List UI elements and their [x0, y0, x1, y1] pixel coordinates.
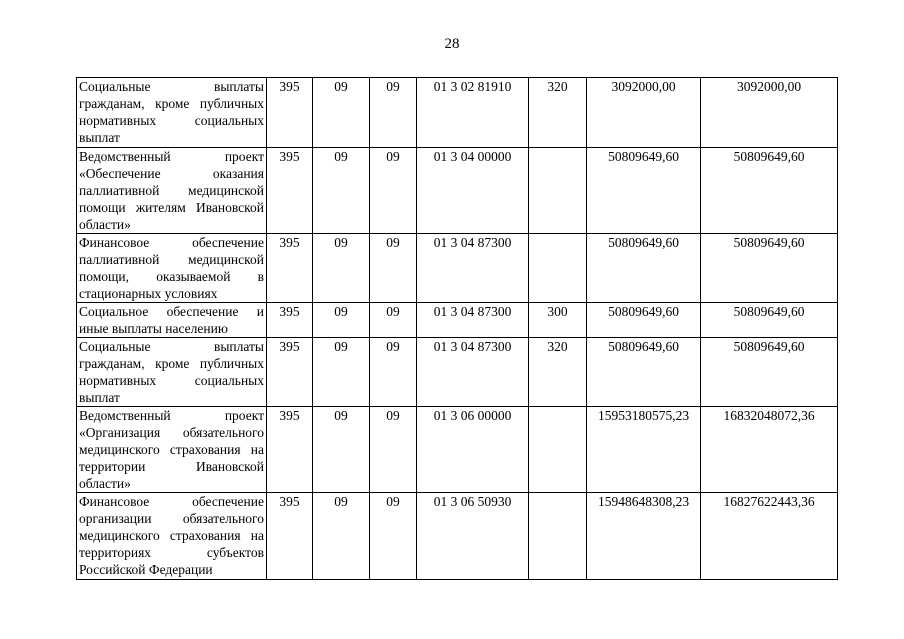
cell-expense-type	[529, 234, 587, 303]
cell-subsection: 09	[370, 78, 417, 148]
cell-amount-1: 3092000,00	[587, 78, 701, 148]
cell-section: 09	[313, 303, 370, 338]
cell-ministry: 395	[267, 493, 313, 580]
cell-amount-1: 50809649,60	[587, 338, 701, 407]
table-row	[77, 407, 838, 493]
table-row	[77, 338, 838, 407]
cell-section: 09	[313, 407, 370, 493]
page-number: 28	[444, 36, 460, 52]
cell-target-article: 01 3 06 00000	[417, 407, 529, 493]
cell-name: Ведомственный проект «Организация обязательного медицинского страхования на территории Ивановской области»	[77, 407, 267, 493]
cell-amount-1: 50809649,60	[587, 234, 701, 303]
cell-name: Финансовое обеспечение паллиативной медицинской помощи, оказываемой в стационарных условиях	[77, 234, 267, 303]
cell-target-article: 01 3 02 81910	[417, 78, 529, 148]
cell-amount-1: 50809649,60	[587, 148, 701, 234]
cell-expense-type	[529, 148, 587, 234]
cell-subsection: 09	[370, 493, 417, 580]
cell-target-article: 01 3 04 87300	[417, 303, 529, 338]
table-row	[77, 303, 838, 338]
budget-table	[76, 77, 838, 580]
cell-subsection: 09	[370, 303, 417, 338]
cell-ministry: 395	[267, 148, 313, 234]
cell-amount-2: 50809649,60	[701, 338, 838, 407]
cell-target-article: 01 3 04 00000	[417, 148, 529, 234]
cell-amount-2: 16827622443,36	[701, 493, 838, 580]
cell-name: Социальное обеспечение и иные выплаты населению	[77, 303, 267, 338]
table-row	[77, 493, 838, 580]
table-row	[77, 78, 838, 148]
cell-subsection: 09	[370, 407, 417, 493]
cell-expense-type	[529, 407, 587, 493]
table-row	[77, 234, 838, 303]
cell-amount-2: 50809649,60	[701, 303, 838, 338]
cell-expense-type: 300	[529, 303, 587, 338]
cell-amount-1: 50809649,60	[587, 303, 701, 338]
cell-section: 09	[313, 78, 370, 148]
cell-name: Ведомственный проект «Обеспечение оказания паллиативной медицинской помощи жителям Ивановской области»	[77, 148, 267, 234]
cell-subsection: 09	[370, 338, 417, 407]
cell-target-article: 01 3 04 87300	[417, 234, 529, 303]
cell-amount-2: 50809649,60	[701, 234, 838, 303]
cell-amount-1: 15948648308,23	[587, 493, 701, 580]
cell-name: Социальные выплаты гражданам, кроме публичных нормативных социальных выплат	[77, 78, 267, 148]
cell-subsection: 09	[370, 148, 417, 234]
cell-expense-type: 320	[529, 338, 587, 407]
cell-ministry: 395	[267, 407, 313, 493]
cell-section: 09	[313, 234, 370, 303]
cell-ministry: 395	[267, 338, 313, 407]
cell-target-article: 01 3 06 50930	[417, 493, 529, 580]
table-row	[77, 148, 838, 234]
cell-ministry: 395	[267, 303, 313, 338]
cell-amount-1: 15953180575,23	[587, 407, 701, 493]
cell-name: Социальные выплаты гражданам, кроме публичных нормативных социальных выплат	[77, 338, 267, 407]
cell-ministry: 395	[267, 234, 313, 303]
cell-amount-2: 50809649,60	[701, 148, 838, 234]
cell-section: 09	[313, 338, 370, 407]
cell-target-article: 01 3 04 87300	[417, 338, 529, 407]
cell-amount-2: 3092000,00	[701, 78, 838, 148]
cell-expense-type	[529, 493, 587, 580]
cell-section: 09	[313, 148, 370, 234]
cell-amount-2: 16832048072,36	[701, 407, 838, 493]
cell-subsection: 09	[370, 234, 417, 303]
cell-expense-type: 320	[529, 78, 587, 148]
cell-section: 09	[313, 493, 370, 580]
cell-ministry: 395	[267, 78, 313, 148]
cell-name: Финансовое обеспечение организации обязательного медицинского страхования на территориях субъектов Российской Федерации	[77, 493, 267, 580]
